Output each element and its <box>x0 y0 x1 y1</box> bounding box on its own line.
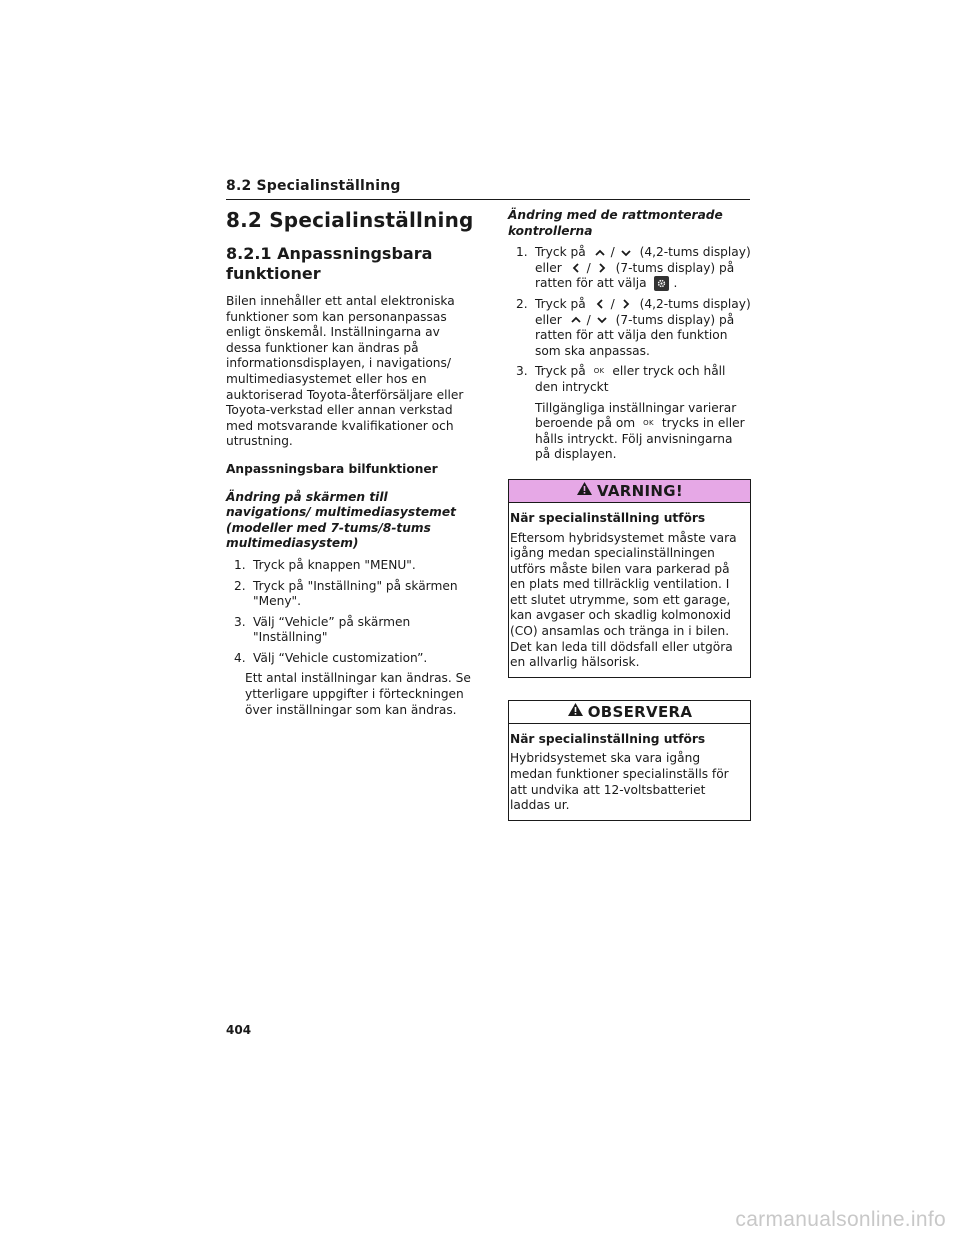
notice-triangle-icon <box>567 702 584 721</box>
notice-title: När specialinställning utförs <box>510 731 706 746</box>
gear-icon <box>654 276 669 291</box>
notice-label: OBSERVERA <box>587 702 693 721</box>
chevron-left-icon <box>568 261 584 275</box>
page-number: 404 <box>226 1023 252 1037</box>
subheading: Anpassningsbara bilfunktioner <box>226 461 438 476</box>
warning-box <box>508 479 751 678</box>
step-text: Tryck på "Inställning" på skärmen "Meny". <box>253 578 458 609</box>
running-header: 8.2 Specialinställning <box>226 178 750 200</box>
notice-box <box>508 700 751 821</box>
step-list <box>226 558 476 667</box>
step-text <box>535 364 751 395</box>
step-number: 2. <box>516 296 528 311</box>
slash: / <box>610 245 615 260</box>
italic-heading: Ändring på skärmen till navigations/ multimediasystemet (modeller med 7-tums/8-tums multimediasystem) <box>226 489 456 551</box>
slash: / <box>586 312 591 327</box>
step-text: Välj “Vehicle” på skärmen "Inställning" <box>253 614 411 645</box>
step-text-part: eller tryck och håll den intryckt <box>535 364 726 394</box>
section-title: 8.2 Specialinställning <box>226 208 474 232</box>
step-text: Välj “Vehicle customization”. <box>253 650 428 665</box>
step-text-part: Tryck på <box>535 296 586 311</box>
slash: / <box>610 296 615 311</box>
notice-body <box>509 724 750 820</box>
warning-text: Eftersom hybridsystemet måste vara igång medan specialinställningen utförs måste bilen vara parkerad på en plats med tillräcklig ventilation. I ett slutet utrymme, som ett garage, kan avgaser och skadlig kolmonoxid (CO) ansamlas och tränga in i bilen. Det kan leda till dödsfall eller utgöra en allvarlig hälsorisk. <box>510 530 737 670</box>
warning-triangle-icon <box>576 481 593 500</box>
chevron-up-icon <box>568 313 584 327</box>
step-number: 2. <box>234 578 246 593</box>
chevron-down-icon <box>594 313 610 327</box>
chevron-right-icon <box>618 297 634 311</box>
warning-label: VARNING! <box>597 481 683 500</box>
step-text-part: Tryck på <box>535 364 586 379</box>
warning-body <box>509 503 750 677</box>
list-item <box>226 651 476 667</box>
ok-button-glyph: OK <box>593 367 605 376</box>
step-text-part: . <box>673 276 678 291</box>
intro-paragraph: Bilen innehåller ett antal elektroniska funktioner som kan personanpassas enligt önskemål. Inställningarna av dessa funktioner kan ändras på informationsdisplayen, i navigations/ multimediasystemet eller hos en auktoriserad Toyota-återförsäljare eller Toyota-verkstad eller annan verkstad med motsvarande kvalifikationer och utrustning. <box>226 294 464 449</box>
step-number: 4. <box>234 650 246 665</box>
step-note-part: trycks in eller hålls intryckt. Följ anvisningarna på displayen. <box>535 416 745 462</box>
step-text-part: (4,2-tums display) eller <box>535 296 751 327</box>
step-note: Ett antal inställningar kan ändras. Se ytterligare uppgifter i förteckningen över inställningar som kan ändras. <box>245 671 471 717</box>
step-number: 3. <box>516 364 528 379</box>
watermark: carmanualsonline.info <box>735 1208 946 1231</box>
subsection-title: 8.2.1 Anpassningsbara funktioner <box>226 244 433 283</box>
right-column <box>508 208 751 841</box>
chevron-up-icon <box>592 246 608 260</box>
chevron-left-icon <box>592 297 608 311</box>
step-number: 3. <box>234 614 246 629</box>
warning-title: När specialinställning utförs <box>510 510 706 525</box>
italic-heading: Ändring med de rattmonterade kontrollerna <box>508 208 723 238</box>
list-item <box>226 579 476 610</box>
notice-header <box>509 701 750 724</box>
slash: / <box>586 260 591 275</box>
list-item <box>508 245 751 292</box>
list-item <box>508 364 751 395</box>
ok-button-glyph: OK <box>643 419 654 428</box>
step-text <box>535 245 751 292</box>
step-text-part: (7-tums display) på ratten för att välja den funktion som ska anpassas. <box>535 312 735 358</box>
notice-text: Hybridsystemet ska vara igång medan funktioner specialinställs för att undvika att 12-voltsbatteriet laddas ur. <box>510 751 729 813</box>
step-text-part: (4,2-tums display) eller <box>535 245 751 275</box>
left-column <box>226 208 476 724</box>
step-list <box>508 245 751 395</box>
step-text: Tryck på knappen "MENU". <box>253 557 416 572</box>
chevron-down-icon <box>618 246 634 260</box>
chevron-right-icon <box>594 261 610 275</box>
step-text-part: Tryck på <box>535 245 586 260</box>
list-item <box>508 297 751 359</box>
step-note-part: Tillgängliga inställningar varierar beroende på om <box>535 400 737 431</box>
list-item <box>226 558 476 574</box>
step-text <box>535 297 751 359</box>
step-text-part: (7-tums display) på ratten för att välja <box>535 260 735 291</box>
warning-header <box>509 480 750 503</box>
list-item <box>226 615 476 646</box>
step-number: 1. <box>234 557 246 572</box>
step-number: 1. <box>516 245 528 260</box>
step-note <box>535 401 751 463</box>
